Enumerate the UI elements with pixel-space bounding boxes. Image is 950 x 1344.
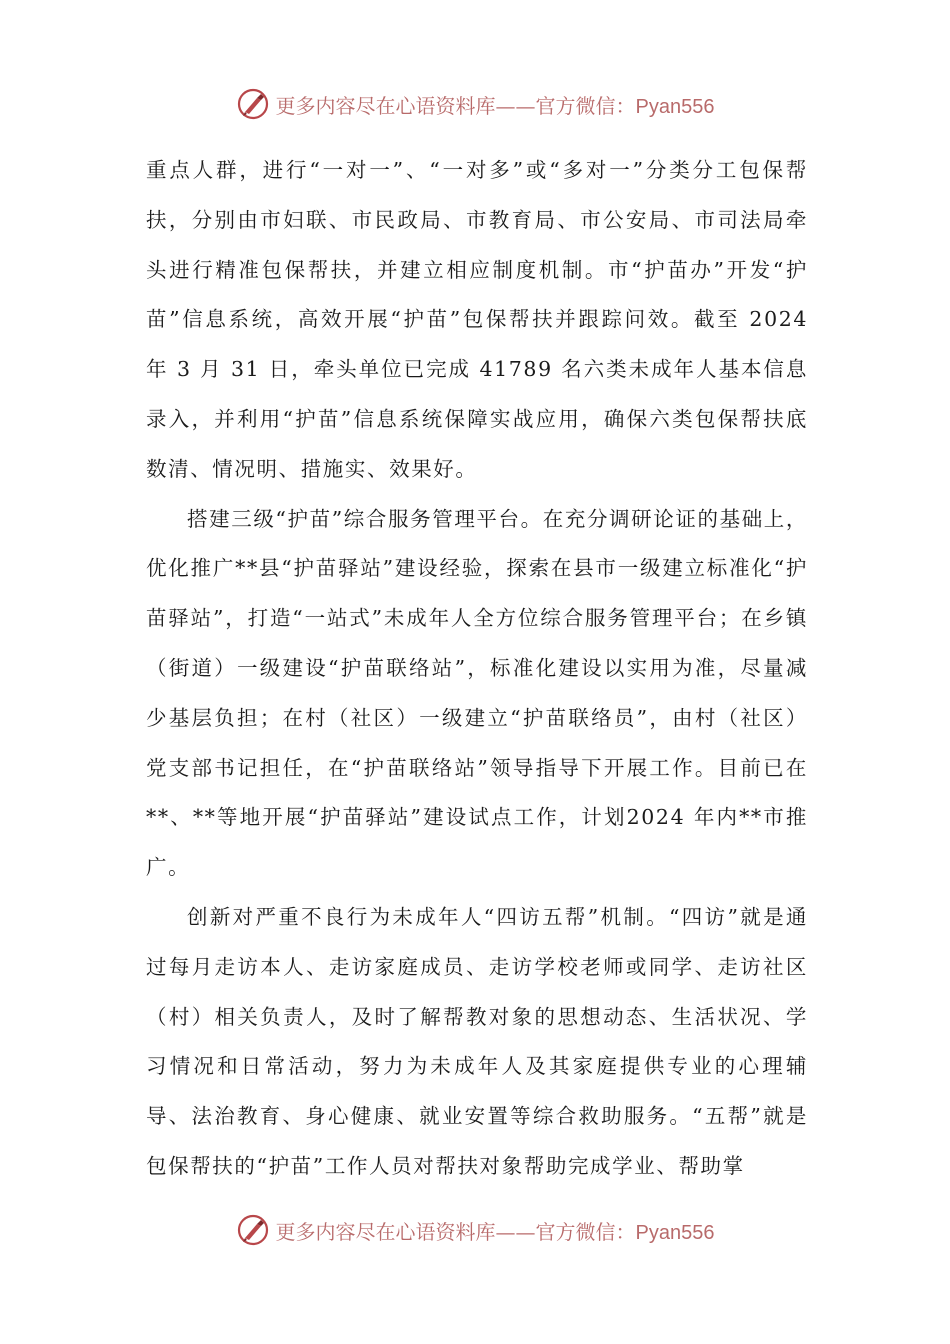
paragraph-3: 创新对严重不良行为未成年人“四访五帮”机制。“四访”就是通过每月走访本人、走访家庭成员、走访学校老师或同学、走访社区（村）相关负责人，及时了解帮教对象的思想动态、生活状况、学习情况和日常活动，努力为未成年人及其家庭提供专业的心理辅导、法治教育、身心健康、就业安置等综合救助服务。“五帮”就是包保帮扶的“护苗”工作人员对帮扶对象帮助完成学业、帮助掌 <box>146 904 808 1178</box>
watermark-brand: 更多内容尽在心语资料库 <box>275 93 496 118</box>
watermark-brand: 更多内容尽在心语资料库 <box>275 1219 496 1244</box>
pen-logo-icon <box>236 1213 270 1247</box>
watermark-text <box>276 90 715 119</box>
watermark-wechat-label: 官方微信： <box>535 1219 636 1244</box>
footer-watermark <box>0 1210 950 1250</box>
pen-logo-icon <box>236 87 270 121</box>
paragraph-1: 重点人群，进行“一对一”、“一对多”或“多对一”分类分工包保帮扶，分别由市妇联、市民政局、市教育局、市公安局、市司法局牵头进行精准包保帮扶，并建立相应制度机制。市“护苗办”开发“护苗”信息系统，高效开展“护苗”包保帮扶并跟踪问效。截至 2024 年 3 月 31 日，牵头单位已完成 41789 名六类未成年人基本信息录入，并利用“护苗”信息系统保障实战应用，确保六类包保帮扶底数清、情况明、措施实、效果好。 <box>146 158 808 481</box>
watermark-text <box>276 1216 715 1245</box>
watermark-separator: —— <box>495 93 536 118</box>
document-body <box>146 146 808 1192</box>
paragraph-2: 搭建三级“护苗”综合服务管理平台。在充分调研论证的基础上，优化推广**县“护苗驿站”建设经验，探索在县市一级建立标准化“护苗驿站”，打造“一站式”未成年人全方位综合服务管理平台；在乡镇（街道）一级建设“护苗联络站”，标准化建设以实用为准，尽量减少基层负担；在村（社区）一级建立“护苗联络员”，由村（社区）党支部书记担任，在“护苗联络站”领导指导下开展工作。目前已在**、**等地开展“护苗驿站”建设试点工作，计划2024 年内**市推广。 <box>146 506 808 880</box>
watermark-wechat-id: Pyan556 <box>635 1221 715 1244</box>
watermark-wechat-id: Pyan556 <box>635 95 715 118</box>
watermark-separator: —— <box>495 1219 536 1244</box>
watermark-wechat-label: 官方微信： <box>535 93 636 118</box>
header-watermark <box>0 84 950 124</box>
